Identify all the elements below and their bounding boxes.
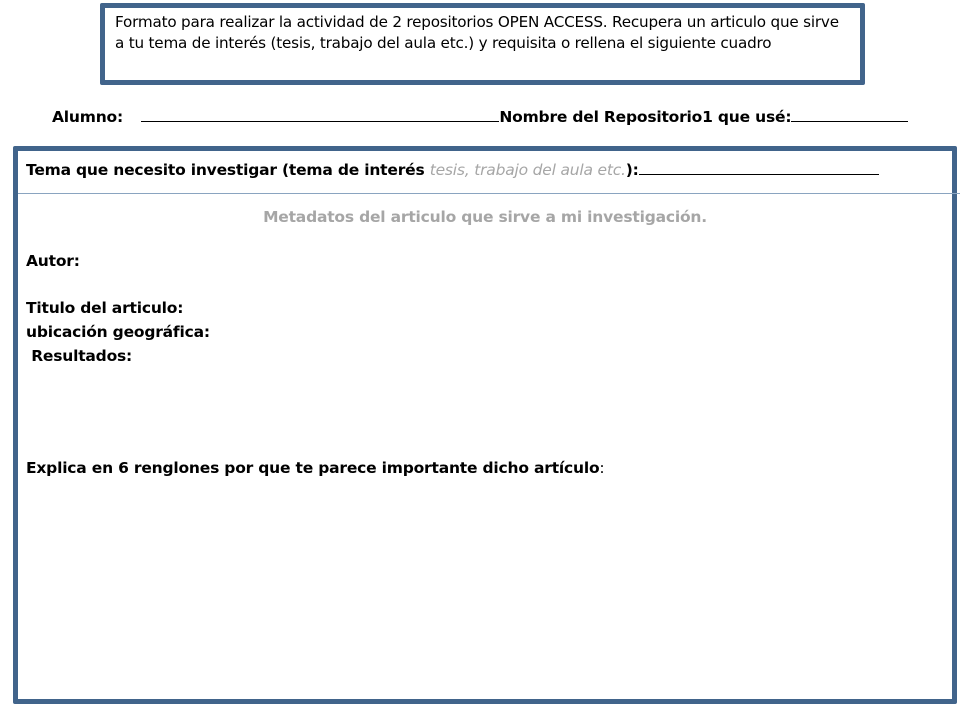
form-box bbox=[13, 146, 957, 704]
topic-label: Tema que necesito investigar (tema de interés bbox=[26, 161, 425, 179]
student-name-blank[interactable] bbox=[141, 107, 499, 122]
explain-field-label: Explica en 6 renglones por que te parece importante dicho artículo bbox=[26, 459, 600, 477]
repository-name-blank[interactable] bbox=[791, 107, 908, 122]
instructions-text: Formato para realizar la actividad de 2 repositorios OPEN ACCESS. Recupera un articulo que sirve a tu tema de interés (tesis, trabajo del aula etc.) y requisita o rellena el siguiente cuadro bbox=[115, 13, 839, 52]
topic-blank[interactable] bbox=[639, 160, 879, 175]
topic-examples: tesis, trabajo del aula etc. bbox=[429, 161, 626, 179]
spacer bbox=[128, 108, 136, 122]
student-label: Alumno: bbox=[52, 108, 123, 126]
explain-field bbox=[26, 459, 604, 477]
student-info-line bbox=[52, 107, 908, 126]
metadata-heading: Metadatos del articulo que sirve a mi investigación. bbox=[263, 208, 707, 226]
article-title-field-label: Titulo del articulo: bbox=[26, 299, 184, 317]
topic-close: ): bbox=[625, 161, 639, 179]
instructions-box bbox=[100, 3, 865, 85]
topic-line bbox=[26, 160, 879, 179]
divider-line bbox=[18, 193, 960, 194]
explain-colon: : bbox=[599, 459, 605, 477]
results-field-label: Resultados: bbox=[26, 347, 133, 365]
author-field-label: Autor: bbox=[26, 252, 80, 270]
geographic-location-field-label: ubicación geográfica: bbox=[26, 323, 210, 341]
repository-label: Nombre del Repositorio1 que usé: bbox=[499, 108, 792, 126]
